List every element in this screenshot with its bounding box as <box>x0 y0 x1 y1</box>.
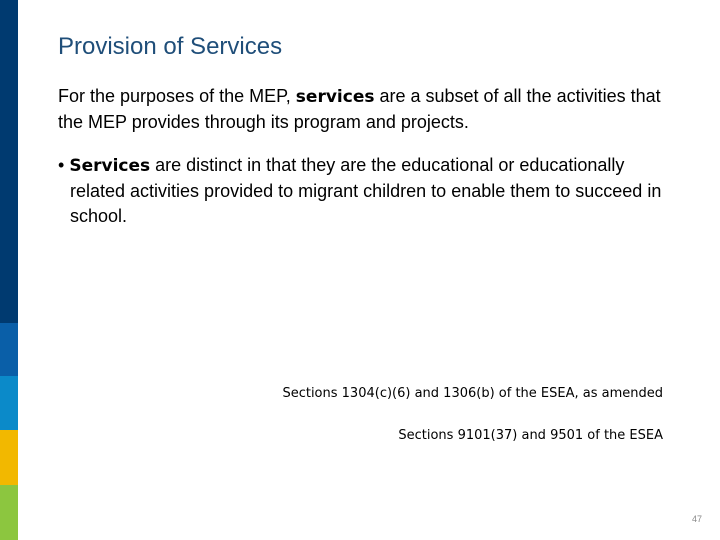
slide-title: Provision of Services <box>58 33 283 60</box>
sidebar-stripe-green <box>0 485 18 540</box>
sidebar-color-bar <box>0 0 18 540</box>
page-number: 47 <box>691 514 702 524</box>
citation-esea-1304: Sections 1304(c)(6) and 1306(b) of the ESEA, as amended <box>282 386 663 401</box>
sidebar-stripe-yellow <box>0 430 18 485</box>
bullet-marker: • <box>58 155 65 175</box>
intro-keyword: services <box>295 87 375 107</box>
intro-text-before: For the purposes of the MEP, <box>58 86 296 106</box>
intro-paragraph <box>58 84 678 135</box>
sidebar-stripe-lightblue <box>0 376 18 430</box>
bullet-text: are distinct in that they are the educational or educationally related activities provided to migrant children to enable them to succeed in school. <box>70 155 662 226</box>
sidebar-stripe-navy <box>0 0 18 323</box>
bullet-item <box>58 153 670 229</box>
citation-esea-9101: Sections 9101(37) and 9501 of the ESEA <box>398 428 663 443</box>
bullet-keyword: Services <box>69 156 151 176</box>
sidebar-stripe-blue <box>0 323 18 376</box>
intro-text-after: are a subset of all the activities that the MEP provides through its program and projects. <box>58 86 661 132</box>
